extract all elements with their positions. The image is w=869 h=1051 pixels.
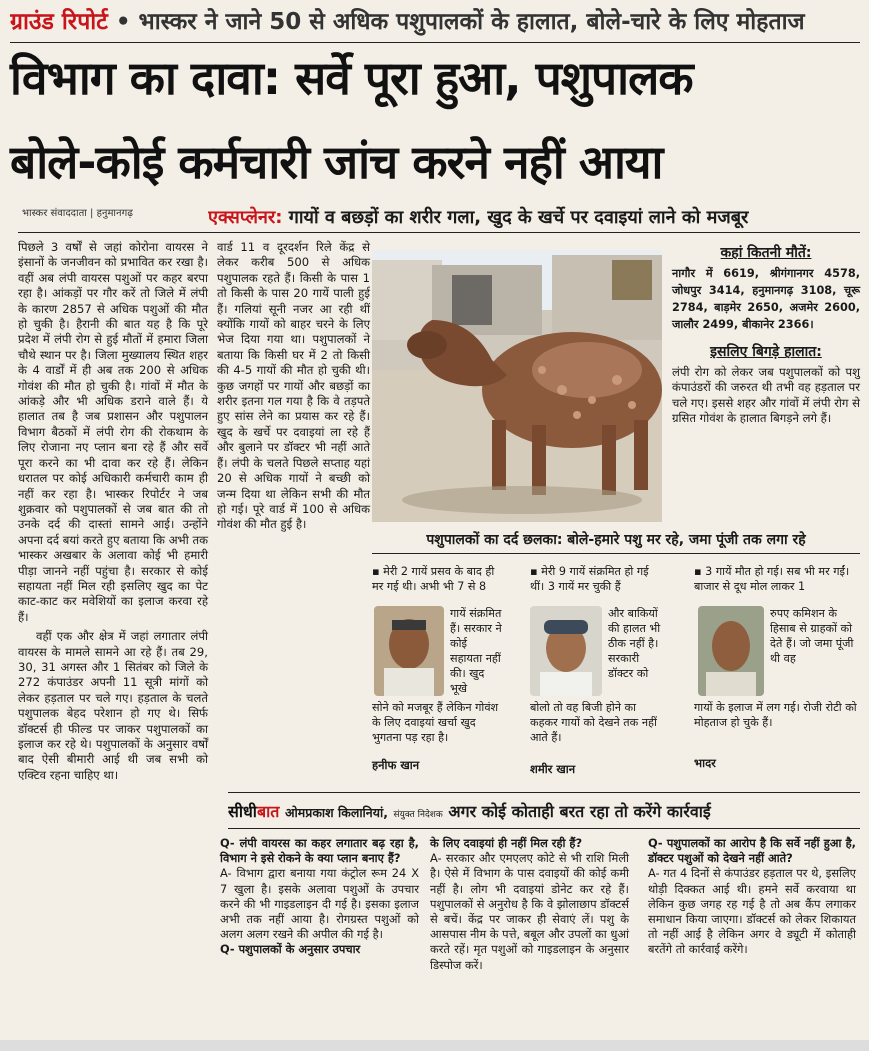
divider [18, 232, 860, 233]
quote-text: मेरी 9 गायें संक्रमित हो गई थीं। 3 गायें मर चुकी हैं [530, 565, 649, 593]
explainer-label: एक्सप्लेनर: [208, 207, 283, 228]
headline-line-1: विभाग का दावा: सर्वे पूरा हुआ, पशुपालक [10, 51, 693, 105]
divider [228, 792, 860, 793]
interview-column-2 [430, 836, 629, 973]
quote-2-bottom: बोलो तो वह बिजी होने का कहकर गायों को देखने तक नहीं आते हैं। [530, 701, 657, 744]
interview-headline: अगर कोई कोताही बरत रहा तो करेंगे कार्रवाई [448, 802, 711, 821]
interview-column-3 [648, 836, 856, 958]
divider [228, 828, 860, 829]
interview-answer: A- सरकार और एमएलए कोटे से भी राशि मिली है। ऐसे में विभाग के पास दवाइयों की कोई कमी नहीं है। लोग भी दवाइयां डोनेट कर रहे हैं। पशुपालकों से अनुरोध है कि वे झोलाछाप डॉक्टर्स से बचें। केंद्र पर जाकर ही सेवाएं लें। पशु के आसपास नीम के पत्ते, बबूल और उपलों का धुआं करते रहें। मृत पशुओं को गाइडलाइन के अनुसार डिस्पोज करें। [430, 851, 629, 972]
deaths-text: नागौर में 6619, श्रीगंगानगर 4578, जोधपुर 3414, हनुमानगढ़ 3108, चूरू 2784, बाड़मेर 2650, अजमेर 2600, जालौर 2499, बीकानेर 2366। [672, 267, 860, 332]
cow-photo [372, 250, 662, 522]
quote-text: 3 गायें मौत हो गई। सब भी मर गईं। बाजार से दूध मोल लाकर 1 [694, 565, 850, 593]
divider [372, 553, 860, 554]
deaths-title: कहां कितनी मौतें: [720, 245, 812, 261]
article-column-1 [18, 240, 208, 783]
quote-3-right: रुपए कमिशन के हिसाब से ग्राहकों को देते हैं। जो जमा पूंजी थी वह [770, 607, 854, 665]
why-text: लंपी रोग को लेकर जब पशुपालकों को पशु कंपाउंडरों की जरुरत थी तभी वह हड़ताल पर चले गए। इससे शहर और गांवों में लंपी रोग से ग्रसित गोवंश के हालात बिगड़ने लगे हैं। [672, 364, 860, 426]
paragraph: पिछले 3 वर्षों से जहां कोरोना वायरस ने इंसानों के जनजीवन को प्रभावित कर रखा है। वहीं अब लंपी वायरस पशुओं पर कहर बरपा रहा है। आंकड़ों पर गौर करें तो जिले में लंपी के कारण 2857 से अधिक पशुओं की मौत हो चुकी है। हैरानी की बात यह है कि पूरे प्रदेश में लंपी रोग से हुई मौतों में हमारा जिला चौथे स्थान पर है। जिला मुख्यालय स्थित शहर के 4 वार्डों में ही अब तक 200 से अधिक गोवंश की मौत हो चुकी है। गांवों में मौत के आंकड़े और भी अधिक डराने वाले हैं। ये हालात तब है जब प्रशासन और पशुपालन विभाग बैठकों में लंपी रोग की रोकथाम के लिए रोजाना नए प्लान बना रहे हैं और सर्वे पूरा करने का भी दावा कर रहे हैं। लेकिन धरातल पर कोई अधिकारी कर्मचारी काम ही नहीं कर रहा है। भास्कर रिपोर्टर ने जब शुक्रवार को पशुपालकों से जब बात की तो उनके दर्द की दास्तां सामने आई। उन्होंने अपना दर्द बयां करते हुए बताया कि अभी तक भास्कर अखबार के अलावा कोई भी हमारी पीड़ा जानने नहीं पहुंचा है। सरकार से कोई सहायता नहीं मिल रही इसलिए खुद का पेट काट-काट कर मवेशियों का इलाज करवा रहे हैं। [18, 240, 208, 624]
interview-column-1 [220, 836, 419, 958]
pain-heading: पशुपालकों का दर्द छलका: बोले-हमारे पशु मर रहे, जमा पूंजी तक लगा रहे [426, 532, 806, 548]
interview-label-1: सीधी [228, 802, 257, 821]
quote-1-bottom: सोने को मजबूर हैं लेकिन गोवंश के लिए दवाइयां खर्चा खुद भुगतना पड़ रहा है। [372, 701, 499, 744]
interview-question: के लिए दवाइयां ही नहीं मिल रही हैं? [430, 836, 583, 850]
quote-3-bottom: गायों के इलाज में लग गई। रोजी रोटी को मोहताज हो चुके हैं। [694, 701, 857, 729]
interview-role: संयुक्त निदेशक [393, 810, 443, 820]
interview-answer: A- विभाग द्वारा बनाया गया कंट्रोल रूम 24 X 7 खुला है। इसके अलावा पशुओं के उपचार करने की भी गाइडलाइन दी गई है। इसका इलाज अभी तक नहीं आया है। रोगग्रस्त पशुओं को अलग अलग रखने की अपील की गई है। [220, 866, 419, 942]
farmer-photo [530, 606, 602, 696]
interview-who: ओमप्रकाश किलानियां, [284, 805, 388, 820]
quote-2-name: शमीर खान [530, 762, 576, 776]
quote-3-name: भादर [694, 756, 716, 770]
divider [10, 42, 860, 43]
farmer-photo [374, 606, 444, 696]
quote-1-name: हनीफ खान [372, 758, 420, 772]
quote-2-right: और बाकियों की हालत भी ठीक नहीं है। सरकारी डॉक्टर को [608, 607, 661, 680]
interview-heading [228, 800, 860, 826]
interview-question: Q- पशुपालकों के अनुसार उपचार [220, 942, 361, 957]
interview-question: Q- लंपी वायरस का कहर लगातार बढ़ रहा है, विभाग ने इसे रोकने के क्या प्लान बनाए हैं? [220, 836, 419, 866]
headline-line-2: बोले-कोई कर्मचारी जांच करने नहीं आया [10, 135, 663, 189]
bottom-strip [0, 1040, 869, 1051]
farmer-photo [698, 606, 764, 696]
explainer-text: गायों व बछड़ों का शरीर गला, खुद के खर्चे पर दवाइयां लाने को मजबूर [288, 207, 749, 228]
quote-1-top: ▪ मेरी 2 गायें प्रसव के बाद ही मर गई थी। अभी भी 7 से 8 [372, 565, 495, 593]
paragraph: वार्ड 11 व दूरदर्शन रिले केंद्र से लेकर करीब 500 से अधिक पशुपालक रहते हैं। किसी के पास 1 तो किसी के पास 20 गायें पाली हुई हैं। गलियां सूनी नजर आ रही थीं क्योंकि गायों को बाहर चरने के लिए भेज दिया गया था। पशुपालकों ने बताया कि किसी घर में 2 तो किसी की 4-5 गायों की मौत हो चुकी थी। कुछ जगहों पर गायों और बछड़ों का शरीर इतना गल गया है कि वे तड़पते हुए सांस लेने का प्रयास कर रहे हैं। खुद के खर्चे पर दवाइयां ला रहे हैं और बुलाने पर डॉक्टर भी नहीं आते हैं। लंपी के चलते पिछले सप्ताह यहां 20 से अधिक गायों ने बच्छी को जन्म दिया था लेकिन सभी की मौत हो गई। पूरे वार्ड में 100 से अधिक गोवंश की मौत हुई है। [217, 240, 370, 532]
kicker [10, 4, 860, 42]
kicker-text: • भास्कर ने जाने 50 से अधिक पशुपालकों के हालात, बोले-चारे के लिए मोहताज [115, 9, 805, 35]
interview-label-2: बात [256, 802, 280, 821]
article-column-2 [217, 240, 370, 533]
quote-2-top: ▪ मेरी 9 गायें संक्रमित हो गई थीं। 3 गायें मर चुकी हैं [530, 565, 649, 593]
quote-text: मेरी 2 गायें प्रसव के बाद ही मर गई थी। अभी भी 7 से 8 [372, 565, 495, 593]
why-title: इसलिए बिगड़े हालात: [710, 344, 822, 361]
quote-1-right: गायें संक्रमित हैं। सरकार ने कोई सहायता नहीं की। खुद भूखे [450, 607, 502, 695]
side-box [672, 240, 860, 426]
interview-answer: A- गत 4 दिनों से कंपाउंडर हड़ताल पर थे, इसलिए थोड़ी दिक्कत आई थी। हमने सर्वे करवाया था लेकिन कुछ जगह रह गई है तो अब कैंप लगाकर समाधान किया जाएगा। डॉक्टर्स को लेकर शिकायत तो नहीं आई है लेकिन अगर वे ड्यूटी में कोताही बरतेंगे तो कार्रवाई करेंगे। [648, 866, 856, 957]
kicker-label: ग्राउंड रिपोर्ट [10, 9, 108, 35]
paragraph: वहीं एक और क्षेत्र में जहां लगातार लंपी वायरस के मामले सामने आ रहे हैं। तब 29, 30, 31 अगस्त और 1 सितंबर को जिले के 272 कंपाउंडर अपनी 11 सूत्री मांगों को लेकर हड़ताल पर चले गए। हड़ताल के चलते पशुपालक बेहद परेशान हो गए थे। सिर्फ डॉक्टर्स ही फील्ड पर जाकर पशुपालकों का इलाज कर रहे थे। पशुपालकों के अनुसार वर्षों बाद ऐसी बीमारी आई थी जब सभी को एक्टिव रहना चाहिए था। [18, 629, 208, 782]
explainer [208, 205, 858, 229]
quote-3-top: ▪ 3 गायें मौत हो गई। सब भी मर गईं। बाजार से दूध मोल लाकर 1 [694, 565, 850, 593]
interview-question: Q- पशुपालकों का आरोप है कि सर्वे नहीं हुआ है, डॉक्टर पशुओं को देखने नहीं आते? [648, 836, 856, 866]
byline: भास्कर संवाददाता | हनुमानगढ़ [22, 208, 133, 219]
